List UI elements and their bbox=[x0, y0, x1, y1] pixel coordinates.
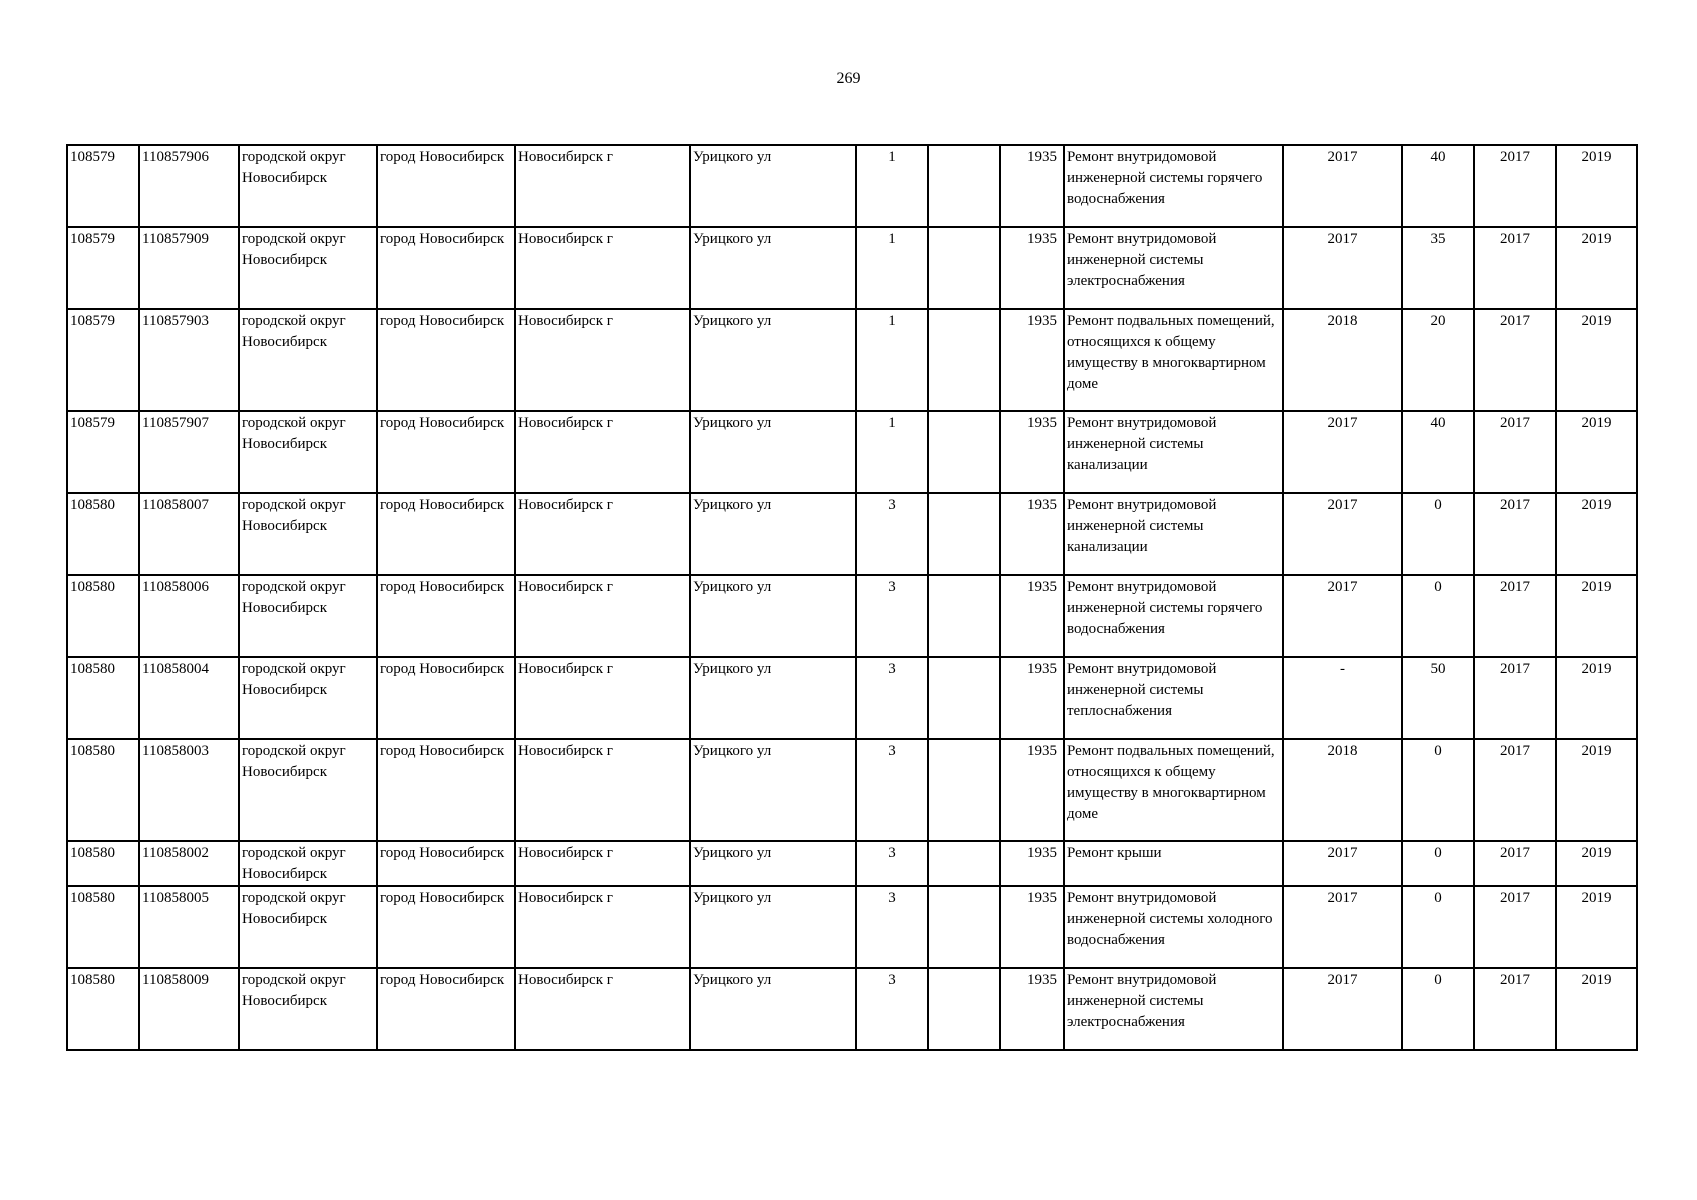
cell-period-start: 2017 bbox=[1474, 841, 1556, 886]
cell-wear: 0 bbox=[1402, 886, 1474, 968]
cell-house-id: 108579 bbox=[67, 145, 139, 227]
cell-period-end: 2019 bbox=[1556, 886, 1637, 968]
table-row bbox=[67, 309, 1637, 411]
cell-work-type: Ремонт внутридомовой инженерной системы горячего водоснабжения bbox=[1064, 145, 1283, 227]
cell-work-type: Ремонт внутридомовой инженерной системы канализации bbox=[1064, 493, 1283, 575]
cell-building bbox=[928, 886, 1000, 968]
table-row bbox=[67, 227, 1637, 309]
cell-year: 2017 bbox=[1283, 145, 1402, 227]
cell-wear: 20 bbox=[1402, 309, 1474, 411]
cell-settlement: город Новосибирск bbox=[377, 575, 515, 657]
cell-wear: 50 bbox=[1402, 657, 1474, 739]
cell-house-number: 1 bbox=[856, 227, 928, 309]
cell-work-id: 110858002 bbox=[139, 841, 239, 886]
cell-house-id: 108580 bbox=[67, 657, 139, 739]
cell-house-number: 3 bbox=[856, 739, 928, 841]
cell-street: Урицкого ул bbox=[690, 411, 856, 493]
cell-period-end: 2019 bbox=[1556, 739, 1637, 841]
cell-period-start: 2017 bbox=[1474, 493, 1556, 575]
cell-period-end: 2019 bbox=[1556, 145, 1637, 227]
table-row bbox=[67, 841, 1637, 886]
cell-city: Новосибирск г bbox=[515, 309, 690, 411]
cell-settlement: город Новосибирск bbox=[377, 411, 515, 493]
cell-period-start: 2017 bbox=[1474, 227, 1556, 309]
cell-house-number: 3 bbox=[856, 657, 928, 739]
cell-municipality: городской округ Новосибирск bbox=[239, 657, 377, 739]
cell-city: Новосибирск г bbox=[515, 145, 690, 227]
cell-street: Урицкого ул bbox=[690, 493, 856, 575]
cell-city: Новосибирск г bbox=[515, 657, 690, 739]
cell-period-start: 2017 bbox=[1474, 657, 1556, 739]
cell-build-year: 1935 bbox=[1000, 411, 1064, 493]
cell-city: Новосибирск г bbox=[515, 493, 690, 575]
table-row bbox=[67, 411, 1637, 493]
cell-wear: 40 bbox=[1402, 411, 1474, 493]
cell-work-id: 110857907 bbox=[139, 411, 239, 493]
cell-wear: 0 bbox=[1402, 575, 1474, 657]
cell-building bbox=[928, 411, 1000, 493]
cell-municipality: городской округ Новосибирск bbox=[239, 309, 377, 411]
cell-work-type: Ремонт внутридомовой инженерной системы горячего водоснабжения bbox=[1064, 575, 1283, 657]
cell-street: Урицкого ул bbox=[690, 739, 856, 841]
cell-house-id: 108579 bbox=[67, 411, 139, 493]
cell-wear: 0 bbox=[1402, 968, 1474, 1050]
cell-year: 2017 bbox=[1283, 841, 1402, 886]
cell-municipality: городской округ Новосибирск bbox=[239, 841, 377, 886]
cell-build-year: 1935 bbox=[1000, 841, 1064, 886]
cell-municipality: городской округ Новосибирск bbox=[239, 968, 377, 1050]
cell-municipality: городской округ Новосибирск bbox=[239, 886, 377, 968]
cell-street: Урицкого ул bbox=[690, 227, 856, 309]
cell-year: 2017 bbox=[1283, 575, 1402, 657]
cell-work-id: 110858007 bbox=[139, 493, 239, 575]
cell-building bbox=[928, 309, 1000, 411]
cell-settlement: город Новосибирск bbox=[377, 145, 515, 227]
cell-house-number: 3 bbox=[856, 493, 928, 575]
cell-build-year: 1935 bbox=[1000, 575, 1064, 657]
cell-municipality: городской округ Новосибирск bbox=[239, 145, 377, 227]
cell-wear: 0 bbox=[1402, 841, 1474, 886]
cell-period-end: 2019 bbox=[1556, 968, 1637, 1050]
cell-wear: 40 bbox=[1402, 145, 1474, 227]
cell-settlement: город Новосибирск bbox=[377, 739, 515, 841]
cell-house-id: 108580 bbox=[67, 968, 139, 1050]
cell-work-id: 110857909 bbox=[139, 227, 239, 309]
cell-year: 2017 bbox=[1283, 968, 1402, 1050]
cell-house-id: 108580 bbox=[67, 841, 139, 886]
cell-work-type: Ремонт крыши bbox=[1064, 841, 1283, 886]
cell-work-type: Ремонт внутридомовой инженерной системы электроснабжения bbox=[1064, 968, 1283, 1050]
cell-period-start: 2017 bbox=[1474, 145, 1556, 227]
cell-municipality: городской округ Новосибирск bbox=[239, 575, 377, 657]
cell-street: Урицкого ул bbox=[690, 657, 856, 739]
table-row bbox=[67, 886, 1637, 968]
cell-house-number: 3 bbox=[856, 886, 928, 968]
cell-building bbox=[928, 575, 1000, 657]
cell-municipality: городской округ Новосибирск bbox=[239, 493, 377, 575]
cell-house-id: 108579 bbox=[67, 309, 139, 411]
cell-city: Новосибирск г bbox=[515, 841, 690, 886]
cell-municipality: городской округ Новосибирск bbox=[239, 739, 377, 841]
cell-period-end: 2019 bbox=[1556, 841, 1637, 886]
table-row bbox=[67, 575, 1637, 657]
cell-house-id: 108579 bbox=[67, 227, 139, 309]
cell-build-year: 1935 bbox=[1000, 739, 1064, 841]
cell-work-id: 110857906 bbox=[139, 145, 239, 227]
cell-building bbox=[928, 493, 1000, 575]
cell-wear: 35 bbox=[1402, 227, 1474, 309]
cell-city: Новосибирск г bbox=[515, 886, 690, 968]
cell-building bbox=[928, 145, 1000, 227]
cell-house-number: 3 bbox=[856, 575, 928, 657]
cell-work-type: Ремонт внутридомовой инженерной системы электроснабжения bbox=[1064, 227, 1283, 309]
cell-settlement: город Новосибирск bbox=[377, 657, 515, 739]
cell-house-number: 3 bbox=[856, 968, 928, 1050]
cell-period-end: 2019 bbox=[1556, 309, 1637, 411]
cell-building bbox=[928, 968, 1000, 1050]
cell-house-number: 3 bbox=[856, 841, 928, 886]
cell-work-type: Ремонт внутридомовой инженерной системы канализации bbox=[1064, 411, 1283, 493]
cell-work-type: Ремонт внутридомовой инженерной системы холодного водоснабжения bbox=[1064, 886, 1283, 968]
cell-city: Новосибирск г bbox=[515, 739, 690, 841]
cell-house-number: 1 bbox=[856, 309, 928, 411]
cell-work-type: Ремонт подвальных помещений, относящихся к общему имуществу в многоквартирном доме bbox=[1064, 309, 1283, 411]
cell-city: Новосибирск г bbox=[515, 968, 690, 1050]
cell-work-type: Ремонт подвальных помещений, относящихся к общему имуществу в многоквартирном доме bbox=[1064, 739, 1283, 841]
cell-work-id: 110858003 bbox=[139, 739, 239, 841]
cell-building bbox=[928, 739, 1000, 841]
cell-build-year: 1935 bbox=[1000, 493, 1064, 575]
cell-period-end: 2019 bbox=[1556, 493, 1637, 575]
cell-work-id: 110858009 bbox=[139, 968, 239, 1050]
table-row bbox=[67, 493, 1637, 575]
cell-build-year: 1935 bbox=[1000, 227, 1064, 309]
cell-municipality: городской округ Новосибирск bbox=[239, 411, 377, 493]
cell-settlement: город Новосибирск bbox=[377, 968, 515, 1050]
cell-period-start: 2017 bbox=[1474, 886, 1556, 968]
cell-period-start: 2017 bbox=[1474, 739, 1556, 841]
cell-year: - bbox=[1283, 657, 1402, 739]
cell-year: 2017 bbox=[1283, 493, 1402, 575]
cell-year: 2017 bbox=[1283, 227, 1402, 309]
cell-period-end: 2019 bbox=[1556, 411, 1637, 493]
page-number: 269 bbox=[836, 70, 861, 87]
cell-settlement: город Новосибирск bbox=[377, 886, 515, 968]
cell-house-id: 108580 bbox=[67, 575, 139, 657]
cell-settlement: город Новосибирск bbox=[377, 309, 515, 411]
cell-build-year: 1935 bbox=[1000, 145, 1064, 227]
cell-city: Новосибирск г bbox=[515, 227, 690, 309]
cell-house-number: 1 bbox=[856, 145, 928, 227]
cell-year: 2017 bbox=[1283, 886, 1402, 968]
cell-work-id: 110858006 bbox=[139, 575, 239, 657]
cell-building bbox=[928, 227, 1000, 309]
table-row bbox=[67, 657, 1637, 739]
cell-street: Урицкого ул bbox=[690, 575, 856, 657]
cell-wear: 0 bbox=[1402, 739, 1474, 841]
cell-work-type: Ремонт внутридомовой инженерной системы теплоснабжения bbox=[1064, 657, 1283, 739]
cell-street: Урицкого ул bbox=[690, 145, 856, 227]
table-row bbox=[67, 145, 1637, 227]
cell-city: Новосибирск г bbox=[515, 411, 690, 493]
cell-work-id: 110857903 bbox=[139, 309, 239, 411]
cell-street: Урицкого ул bbox=[690, 309, 856, 411]
cell-year: 2017 bbox=[1283, 411, 1402, 493]
cell-period-start: 2017 bbox=[1474, 968, 1556, 1050]
cell-build-year: 1935 bbox=[1000, 309, 1064, 411]
cell-period-start: 2017 bbox=[1474, 575, 1556, 657]
cell-period-start: 2017 bbox=[1474, 309, 1556, 411]
cell-street: Урицкого ул bbox=[690, 886, 856, 968]
cell-settlement: город Новосибирск bbox=[377, 493, 515, 575]
cell-street: Урицкого ул bbox=[690, 841, 856, 886]
table-row bbox=[67, 739, 1637, 841]
cell-city: Новосибирск г bbox=[515, 575, 690, 657]
cell-settlement: город Новосибирск bbox=[377, 227, 515, 309]
cell-street: Урицкого ул bbox=[690, 968, 856, 1050]
cell-wear: 0 bbox=[1402, 493, 1474, 575]
cell-building bbox=[928, 841, 1000, 886]
table-row bbox=[67, 968, 1637, 1050]
cell-year: 2018 bbox=[1283, 309, 1402, 411]
cell-build-year: 1935 bbox=[1000, 657, 1064, 739]
cell-period-end: 2019 bbox=[1556, 575, 1637, 657]
cell-house-id: 108580 bbox=[67, 739, 139, 841]
cell-work-id: 110858004 bbox=[139, 657, 239, 739]
registry-table bbox=[66, 144, 1638, 1051]
cell-municipality: городской округ Новосибирск bbox=[239, 227, 377, 309]
cell-house-number: 1 bbox=[856, 411, 928, 493]
cell-build-year: 1935 bbox=[1000, 968, 1064, 1050]
cell-year: 2018 bbox=[1283, 739, 1402, 841]
cell-build-year: 1935 bbox=[1000, 886, 1064, 968]
cell-period-start: 2017 bbox=[1474, 411, 1556, 493]
cell-house-id: 108580 bbox=[67, 493, 139, 575]
cell-work-id: 110858005 bbox=[139, 886, 239, 968]
cell-settlement: город Новосибирск bbox=[377, 841, 515, 886]
cell-period-end: 2019 bbox=[1556, 227, 1637, 309]
cell-building bbox=[928, 657, 1000, 739]
cell-period-end: 2019 bbox=[1556, 657, 1637, 739]
cell-house-id: 108580 bbox=[67, 886, 139, 968]
